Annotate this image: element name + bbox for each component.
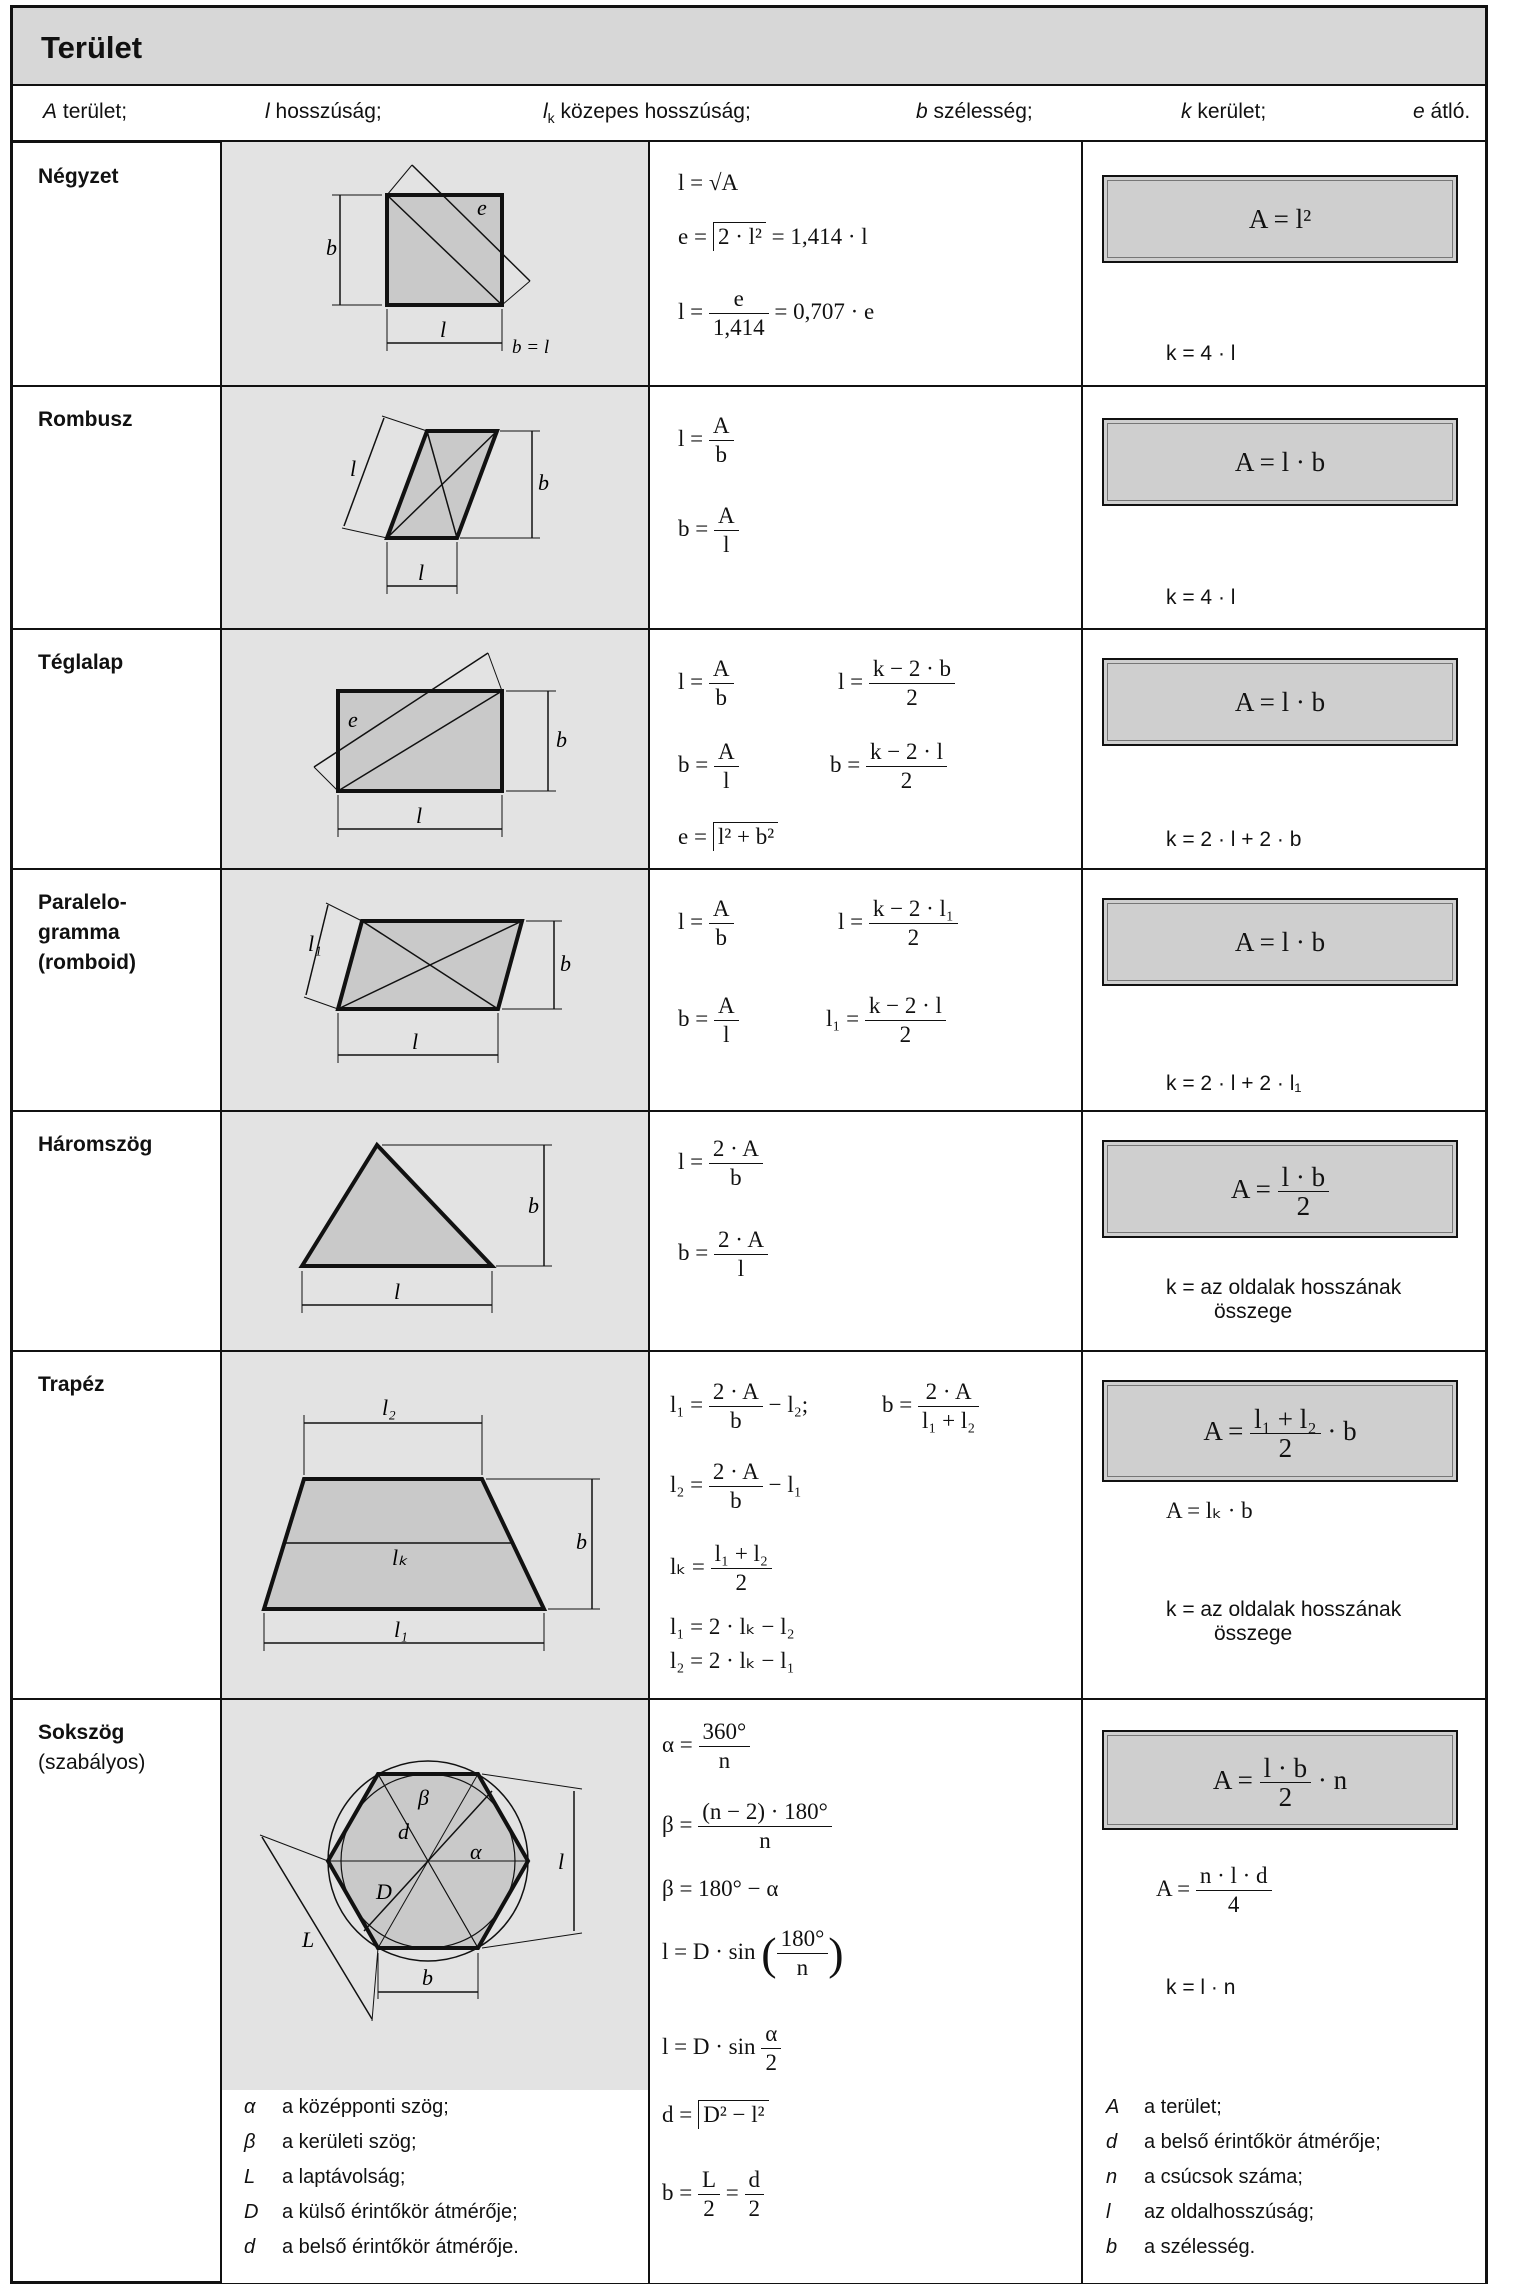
polygon-figure [222, 1699, 648, 2089]
polygon-legend-right-symbol: d [1106, 2131, 1118, 2153]
polygon-legend-right-item [1106, 2236, 1255, 2259]
polygon-perimeter: k = l · n [1166, 1976, 1236, 1999]
title-bar [13, 8, 1485, 86]
polygon-formula-5: l = D · sin $\frac{\alpha}{2}$ [662, 2020, 781, 2077]
trapezoid-formula-5: l₁ = 2 · lₖ − l₂ [670, 1614, 795, 1639]
trapezoid-area-box: A = $\frac{\text{l₁ + l₂}}{2}$ · b [1102, 1380, 1458, 1482]
col-divider-3 [1081, 142, 1083, 2283]
polygon-legend-right-text: a csúcsok száma; [1144, 2166, 1303, 2188]
polygon-legend-right-item [1106, 2131, 1381, 2154]
polygon-label-b: b [422, 1965, 433, 1990]
triangle-label-l: l [394, 1279, 401, 1304]
polygon-label-L: L [302, 1927, 315, 1952]
polygon-legend-left-text: a külső érintőkör átmérője; [282, 2201, 518, 2223]
parallelogram-label-l1: l₁ [308, 931, 322, 956]
rectangle-formula-2: l = $\frac{k - 2 \cdot b}{2}$ [838, 655, 955, 712]
rectangle-label-b: b [556, 727, 567, 752]
rhombus-label-l-side: l [350, 456, 357, 481]
trapezoid-label-l1: l₁ [394, 1617, 408, 1642]
polygon-legend-right-text: a belső érintőkör átmérője; [1144, 2131, 1381, 2153]
polygon-legend-right-item [1106, 2166, 1303, 2189]
triangle-perimeter: k = az oldalak hosszának összege [1166, 1276, 1402, 1323]
rectangle-perimeter: k = 2 · l + 2 · b [1166, 828, 1302, 851]
shape-name-rectangle: Téglalap [38, 651, 124, 674]
trapezoid-formula-6: l₂ = 2 · lₖ − l₁ [670, 1648, 795, 1673]
rhombus-formula-2: b = $\frac{A}{l}$ [678, 502, 739, 559]
polygon-label-beta: β [418, 1785, 429, 1810]
polygon-formula-2: β = $\frac{(n - 2) \cdot 180^\circ}{n}$ [662, 1798, 832, 1855]
trapezoid-figure [222, 1351, 648, 1698]
polygon-legend-right-text: a szélesség. [1144, 2236, 1256, 2258]
polygon-legend-left-symbol: α [244, 2096, 256, 2118]
polygon-legend-left-item [244, 2131, 417, 2154]
polygon-legend-left-symbol: d [244, 2236, 256, 2258]
polygon-formula-6: d = D² − l² [662, 2100, 769, 2129]
polygon-legend-right-item [1106, 2096, 1222, 2119]
rectangle-formula-4: b = $\frac{k - 2 \cdot l}{2}$ [830, 738, 947, 795]
polygon-legend-left-item [244, 2166, 405, 2189]
polygon-legend-left-item [244, 2096, 449, 2119]
rectangle-formula-3: b = $\frac{A}{l}$ [678, 738, 739, 795]
polygon-legend-left-symbol: β [244, 2131, 256, 2153]
polygon-area-alt: A = $\frac{n \cdot l \cdot d}{4}$ [1156, 1862, 1272, 1919]
square-formula-2: e = 2 · l² = 1,414 · l [678, 224, 868, 249]
triangle-formula-1: l = $\frac{2 \cdot A}{b}$ [678, 1135, 763, 1192]
parallelogram-formula-1: l = $\frac{A}{b}$ [678, 895, 734, 952]
rectangle-figure [222, 629, 648, 869]
trapezoid-label-lk: lₖ [392, 1545, 408, 1570]
rhombus-formula-1: l = $\frac{A}{b}$ [678, 412, 734, 469]
trapezoid-formula-2: b = $\frac{2 \cdot A}{\text{l₁ + l₂}}$ [882, 1378, 979, 1435]
triangle-figure [222, 1111, 648, 1350]
polygon-legend-right-text: a terület; [1144, 2096, 1222, 2118]
shape-name-parallelogram: Paralelo- gramma (romboid) [38, 891, 136, 974]
polygon-legend-left-item [244, 2236, 519, 2259]
polygon-label-d: d [398, 1819, 409, 1844]
trapezoid-label-b: b [576, 1529, 587, 1554]
polygon-legend-left-text: a laptávolság; [282, 2166, 406, 2188]
polygon-legend-left-item [244, 2201, 518, 2224]
legend-width: b szélesség; [916, 100, 1033, 123]
parallelogram-formula-4: l₁ = $\frac{k - 2 \cdot l}{2}$ [826, 992, 946, 1049]
triangle-area-box: A = $\frac{l \cdot b}{2}$ [1102, 1140, 1458, 1238]
rhombus-label-b: b [538, 470, 549, 495]
col-divider-2 [648, 142, 650, 2283]
trapezoid-label-l2: l₂ [382, 1395, 396, 1420]
rhombus-perimeter: k = 4 · l [1166, 586, 1236, 609]
rectangle-area-box: A = l · b [1102, 658, 1458, 746]
polygon-formula-4: l = D · sin ( $\frac{180^\circ}{n}$ ) [662, 1926, 844, 1980]
polygon-legend-left-symbol: D [244, 2201, 259, 2223]
polygon-label-D: D [376, 1879, 392, 1904]
legend-length: l hosszúság; [265, 100, 382, 123]
polygon-label-alpha: α [470, 1839, 482, 1864]
polygon-legend-right-symbol: l [1106, 2201, 1111, 2223]
polygon-legend-left-text: a középponti szög; [282, 2096, 449, 2118]
square-label-e: e [477, 195, 487, 220]
legend-mean-length: $l_k$ közepes hosszúság; [543, 100, 751, 127]
rectangle-formula-5: e = l² + b² [678, 822, 778, 851]
triangle-formula-2: b = $\frac{2 \cdot A}{l}$ [678, 1226, 768, 1283]
square-area-box: A = l² [1102, 175, 1458, 263]
polygon-formula-7: b = $\frac{L}{2}$ = $\frac{d}{2}$ [662, 2166, 764, 2223]
legend-perimeter: k kerület; [1181, 100, 1267, 123]
square-label-cond: b = l [512, 337, 550, 358]
rhombus-area-box: A = l · b [1102, 418, 1458, 506]
polygon-legend-right-symbol: A [1106, 2096, 1120, 2118]
trapezoid-perimeter: k = az oldalak hosszának összege [1166, 1598, 1402, 1645]
polygon-formula-1: α = $\frac{360^\circ}{n}$ [662, 1718, 750, 1775]
rectangle-label-e: e [348, 707, 358, 732]
square-label-b: b [326, 235, 337, 260]
polygon-legend-right-text: az oldalhosszúság; [1144, 2201, 1315, 2223]
parallelogram-formula-2: l = $\frac{\text{k − 2 · l₁}}{2}$ [838, 895, 958, 952]
rectangle-label-l: l [416, 803, 423, 828]
parallelogram-label-l: l [412, 1029, 419, 1054]
parallelogram-perimeter: k = 2 · l + 2 · l₁ [1166, 1072, 1302, 1095]
parallelogram-formula-3: b = $\frac{A}{l}$ [678, 992, 739, 1049]
polygon-area-box: A = $\frac{l \cdot b}{2}$ · n [1102, 1730, 1458, 1830]
rhombus-figure [222, 386, 648, 628]
parallelogram-label-b: b [560, 951, 571, 976]
page-title: Terület [41, 30, 143, 65]
symbol-legend [13, 84, 1485, 143]
polygon-legend-left-symbol: L [244, 2166, 256, 2188]
shape-name-square: Négyzet [38, 165, 119, 188]
parallelogram-area-box: A = l · b [1102, 898, 1458, 986]
triangle-label-b: b [528, 1193, 539, 1218]
trapezoid-formula-3: l₂ = $\frac{2 \cdot A}{b}$ − l₁ [670, 1459, 802, 1513]
polygon-legend-right-symbol: n [1106, 2166, 1118, 2188]
legend-area: A terület; [43, 100, 128, 123]
trapezoid-area-alt: A = lₖ · b [1166, 1498, 1253, 1523]
square-perimeter: k = 4 · l [1166, 342, 1236, 365]
polygon-label-l: l [558, 1849, 565, 1874]
rhombus-label-l-bottom: l [418, 560, 425, 585]
shape-name-rhombus: Rombusz [38, 408, 133, 431]
square-formula-3: l = $\frac{e}{1,414}$ = 0,707 · e [678, 286, 875, 340]
square-figure [222, 143, 648, 385]
polygon-legend-right-item [1106, 2201, 1314, 2224]
shape-name-polygon: Sokszög (szabályos) [38, 1721, 146, 1774]
polygon-legend-left-text: a belső érintőkör átmérője. [282, 2236, 519, 2258]
shape-name-trapezoid: Trapéz [38, 1373, 105, 1396]
legend-diagonal: e átló. [1413, 100, 1471, 123]
trapezoid-formula-1: l₁ = $\frac{2 \cdot A}{b}$ − l₂; [670, 1379, 809, 1433]
trapezoid-formula-4: lₖ = $\frac{\text{l₁ + l₂}}{2}$ [670, 1540, 772, 1597]
parallelogram-figure [222, 869, 648, 1110]
polygon-legend-left-text: a kerületi szög; [282, 2131, 417, 2153]
square-label-l: l [440, 317, 447, 342]
rectangle-formula-1: l = $\frac{A}{b}$ [678, 655, 734, 712]
shape-name-triangle: Háromszög [38, 1133, 153, 1156]
polygon-formula-3: β = 180° − α [662, 1876, 779, 1901]
square-formula-1: l = √A [678, 170, 739, 195]
polygon-legend-right-symbol: b [1106, 2236, 1118, 2258]
